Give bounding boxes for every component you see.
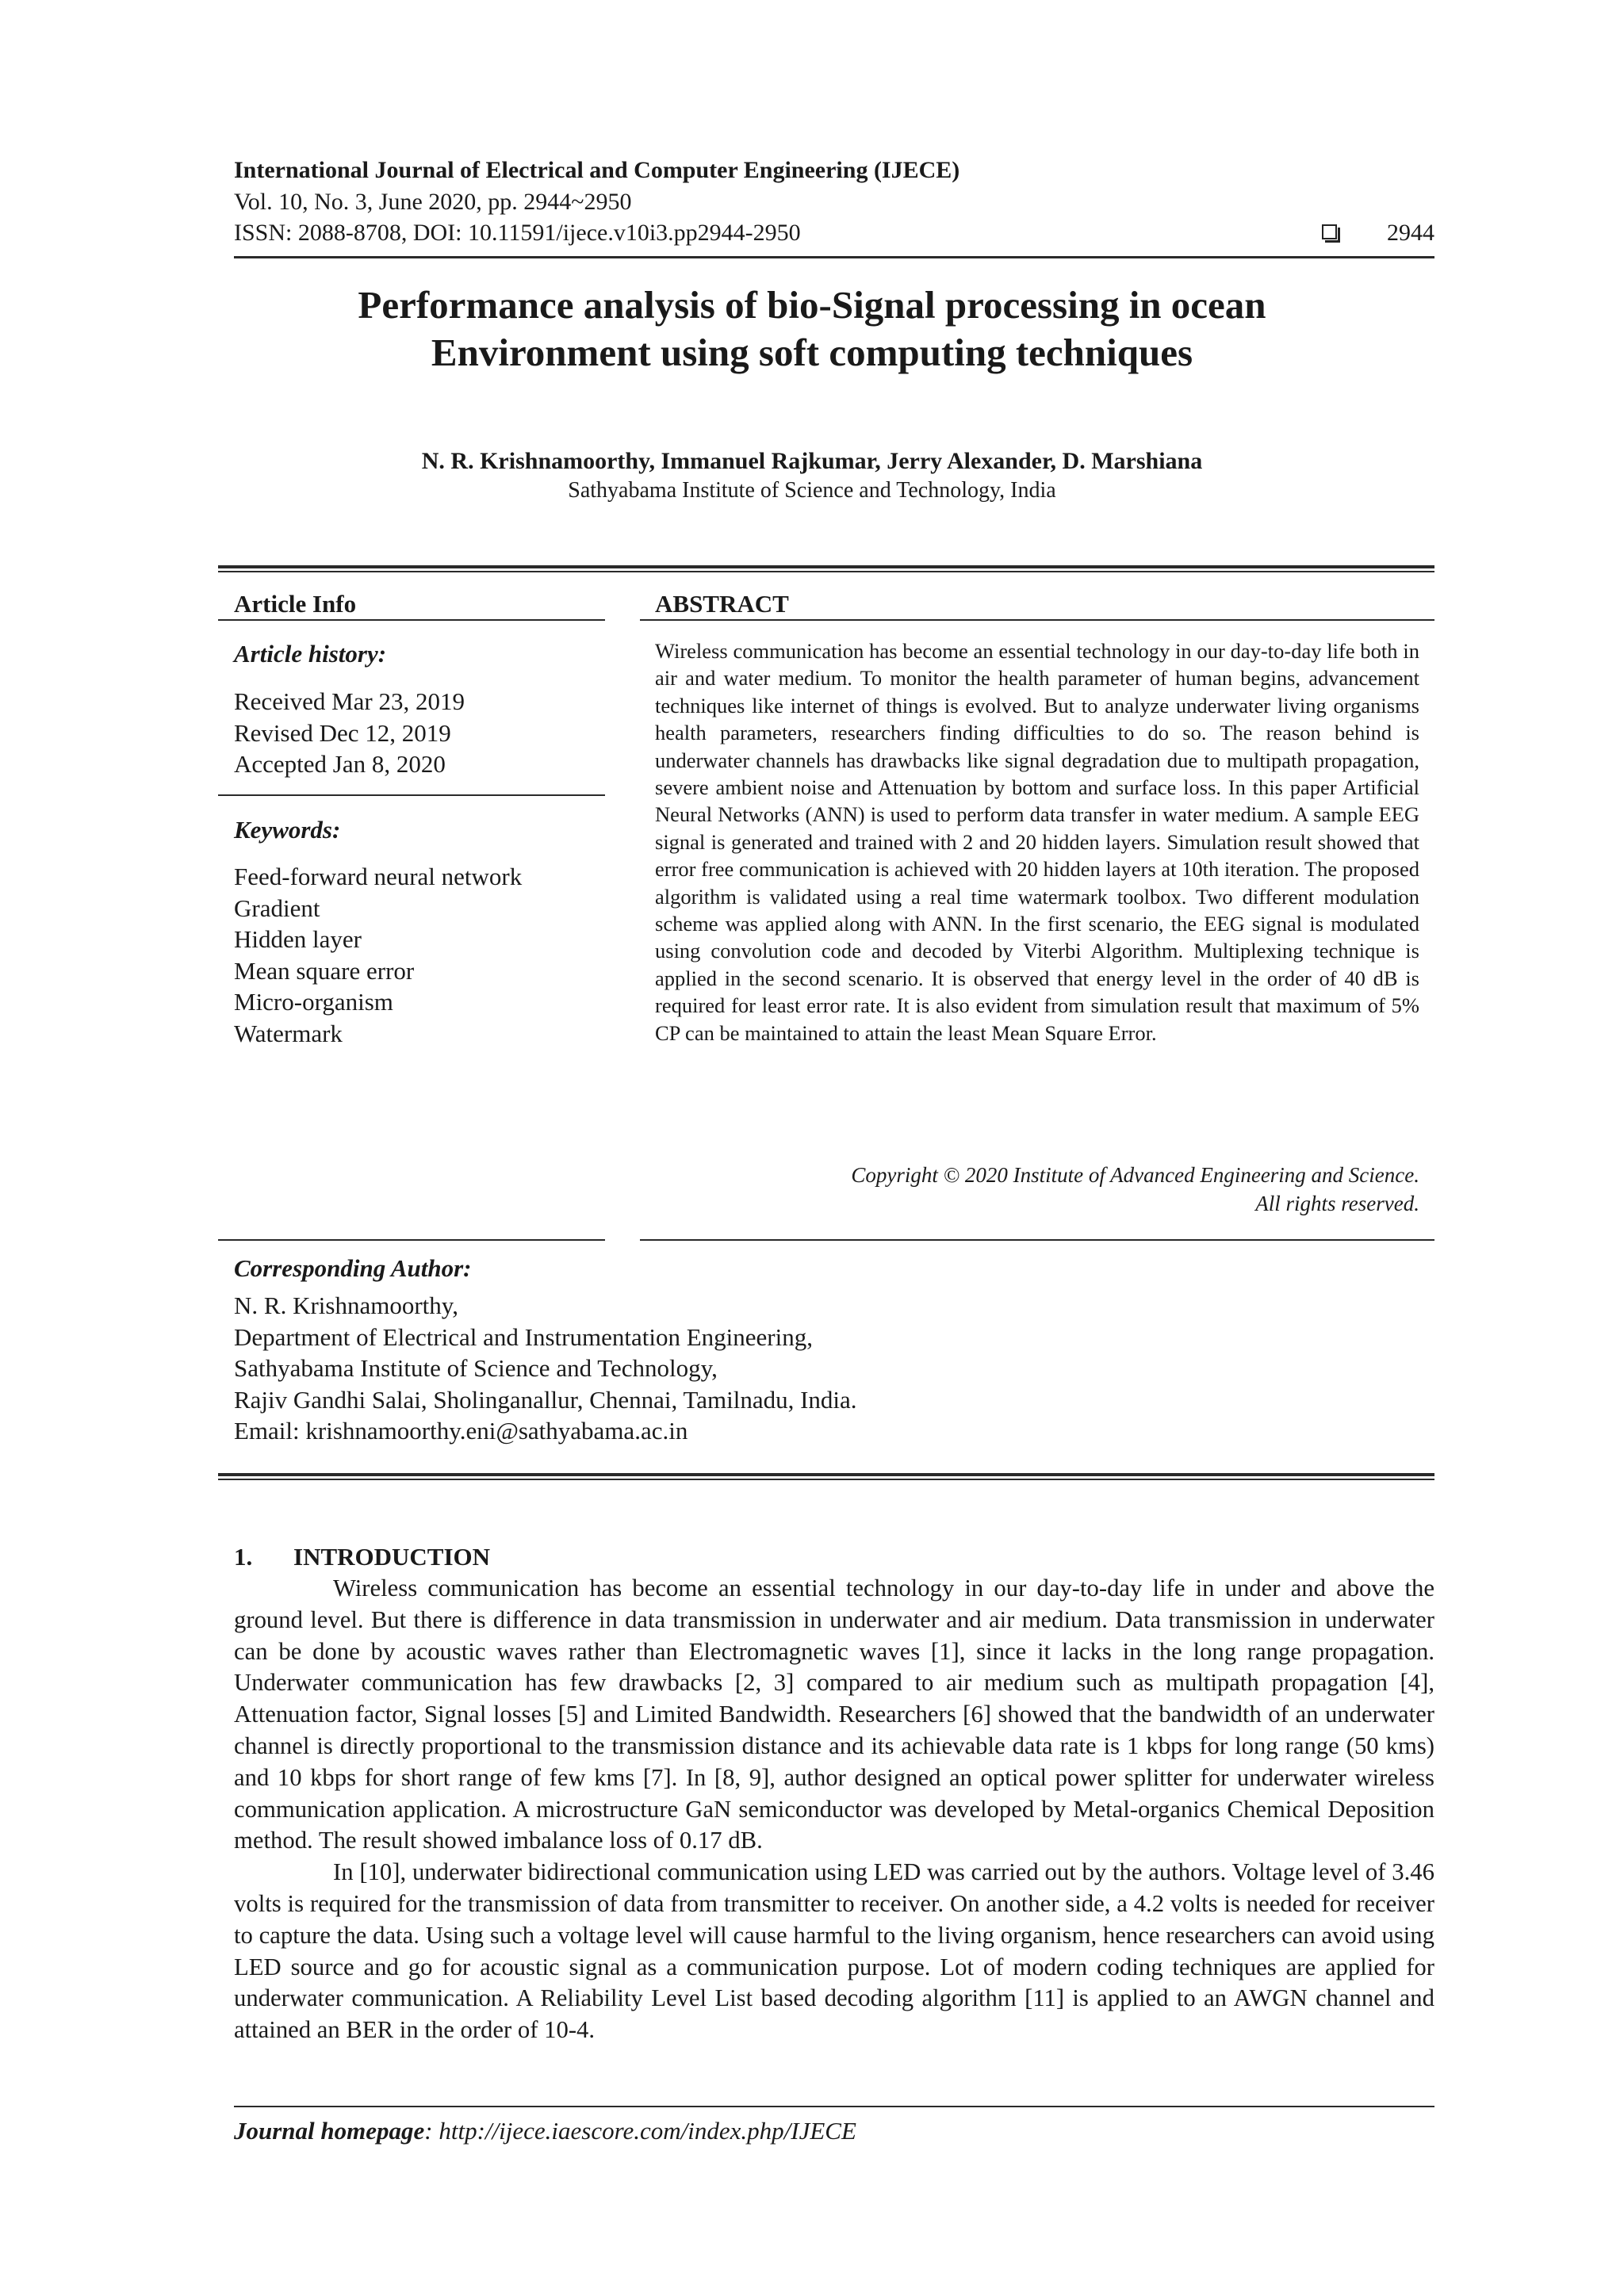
history-accepted: Accepted Jan 8, 2020 bbox=[234, 750, 446, 779]
author-department: Department of Electrical and Instrumentation Engineering, bbox=[234, 1322, 813, 1351]
article-history-heading: Article history: bbox=[234, 640, 387, 668]
author-list: N. R. Krishnamoorthy, Immanuel Rajkumar, Jerry Alexander, D. Marshiana bbox=[421, 448, 1203, 474]
section-number: 1. bbox=[234, 1543, 253, 1571]
corresponding-author-details bbox=[234, 1290, 857, 1447]
article-info-bottom-rule bbox=[218, 1239, 605, 1241]
info-top-rule-thin bbox=[218, 571, 1434, 572]
abstract-rule bbox=[640, 619, 1434, 621]
keyword-item: Watermark bbox=[234, 1019, 343, 1047]
keywords-list bbox=[234, 861, 522, 1050]
info-top-rule bbox=[218, 565, 1434, 568]
article-info-rule bbox=[218, 619, 605, 621]
page-number: 2944 bbox=[1387, 220, 1434, 246]
author-address: Rajiv Gandhi Salai, Sholinganallur, Chennai, Tamilnadu, India. bbox=[234, 1385, 857, 1414]
copyright-notice bbox=[655, 1161, 1419, 1218]
history-revised: Revised Dec 12, 2019 bbox=[234, 718, 451, 747]
keywords-heading: Keywords: bbox=[234, 816, 341, 844]
corresponding-author-heading: Corresponding Author: bbox=[234, 1254, 472, 1282]
volume-info: Vol. 10, No. 3, June 2020, pp. 2944~2950 bbox=[234, 189, 632, 215]
keyword-item: Hidden layer bbox=[234, 925, 362, 954]
journal-homepage bbox=[234, 2115, 856, 2147]
author-institute: Sathyabama Institute of Science and Technology, bbox=[234, 1354, 718, 1383]
author-name: N. R. Krishnamoorthy, bbox=[234, 1292, 458, 1319]
keyword-item: Feed-forward neural network bbox=[234, 863, 523, 890]
abstract-bottom-rule bbox=[640, 1239, 1434, 1241]
abstract-paragraph: Wireless communication has become an essential technology in our day-to-day life both in air and water medium. To monitor the health parameter of human begins, advancement techniques like internet of things is evolved. But to analyze underwater living organisms health parameters, researchers finding difficulties to do so. The reason behind is underwater channels has drawbacks like signal degradation due to multipath propagation, severe ambient noise and Attenuation by bottom and surface loss. In this paper Artificial Neural Networks (ANN) is used to perform data transfer in water medium. A sample EEG signal is generated and trained with 2 and 20 hidden layers. Simulation result showed that error free communication is achieved with 20 hidden layers at 10th iteration. The proposed algorithm is validated using a real time watermark toolbox. Two different modulation scheme was applied along with ANN. In the first scenario, the EEG signal is modulated using convolution code and decoded by Viterbi Algorithm. Multiplexing technique is applied in the second scenario. It is observed that energy level in the order of 40 dB is required for least error rate. It is also evident from simulation result that maximum of 5% CP can be maintained to attain the least Mean Square Error. bbox=[655, 639, 1419, 1045]
copyright-line-2: All rights reserved. bbox=[1255, 1192, 1419, 1215]
history-rule bbox=[218, 794, 605, 796]
keyword-item: Gradient bbox=[234, 894, 320, 922]
copyright-line-1: Copyright © 2020 Institute of Advanced Engineering and Science. bbox=[851, 1163, 1419, 1187]
article-history-list bbox=[234, 686, 465, 780]
author-bottom-rule-thin bbox=[218, 1479, 1434, 1480]
introduction-body bbox=[234, 1573, 1434, 2046]
issn-doi: ISSN: 2088-8708, DOI: 10.11591/ijece.v10i3.pp2944-2950 bbox=[234, 220, 801, 246]
homepage-label: Journal homepage bbox=[234, 2117, 425, 2145]
journal-name: International Journal of Electrical and Computer Engineering (IJECE) bbox=[234, 157, 960, 183]
header-rule bbox=[234, 256, 1434, 258]
keyword-item: Micro-organism bbox=[234, 988, 393, 1016]
author-bottom-rule bbox=[218, 1473, 1434, 1476]
affiliation: Sathyabama Institute of Science and Technology, India bbox=[568, 478, 1056, 503]
footer-rule bbox=[234, 2106, 1434, 2107]
history-received: Received Mar 23, 2019 bbox=[234, 687, 465, 715]
homepage-url[interactable]: : http://ijece.iaescore.com/index.php/IJECE bbox=[424, 2117, 856, 2145]
body-paragraph: Wireless communication has become an essential technology in our day-to-day life in under and above the ground level. But there is difference in data transmission in underwater and air medium. Data transmission in underwater can be done by acoustic waves rather than Electromagnetic waves [1], since it lacks in the long range propagation. Underwater communication has few drawbacks [2, 3] compared to air medium such as multipath propagation [4], Attenuation factor, Signal losses [5] and Limited Bandwidth. Researchers [6] showed that the bandwidth of an underwater channel is directly proportional to the transmission distance and its achievable data rate is 1 kbps for long range (50 kms) and 10 kbps for short range of few kms [7]. In [8, 9], author designed an optical power splitter for underwater wireless communication application. A microstructure GaN semiconductor was developed by Metal-organics Chemical Deposition method. The result showed imbalance loss of 0.17 dB. bbox=[234, 1575, 1434, 1854]
article-info-heading: Article Info bbox=[234, 590, 357, 618]
page-box-icon bbox=[1322, 224, 1337, 239]
author-email: Email: krishnamoorthy.eni@sathyabama.ac.in bbox=[234, 1417, 688, 1445]
title-line-2: Environment using soft computing techniques bbox=[431, 331, 1193, 374]
abstract-text bbox=[655, 637, 1419, 1047]
paper-title bbox=[238, 281, 1386, 377]
section-title: INTRODUCTION bbox=[293, 1543, 491, 1571]
body-paragraph: In [10], underwater bidirectional communication using LED was carried out by the authors. Voltage level of 3.46 volts is required for the transmission of data from transmitter to receiver. On another side, a 4.2 volts is needed for receiver to capture the data. Using such a voltage level will cause harmful to the living organism, hence researchers can avoid using LED source and go for acoustic signal as a communication purpose. Lot of modern coding techniques are applied for underwater communication. A Reliability Level List based decoding algorithm [11] is applied to an AWGN channel and attained an BER in the order of 10-4. bbox=[234, 1858, 1434, 2044]
abstract-heading: ABSTRACT bbox=[655, 590, 789, 618]
section-heading bbox=[234, 1541, 490, 1573]
keyword-item: Mean square error bbox=[234, 956, 415, 985]
title-line-1: Performance analysis of bio-Signal processing in ocean bbox=[358, 283, 1266, 327]
